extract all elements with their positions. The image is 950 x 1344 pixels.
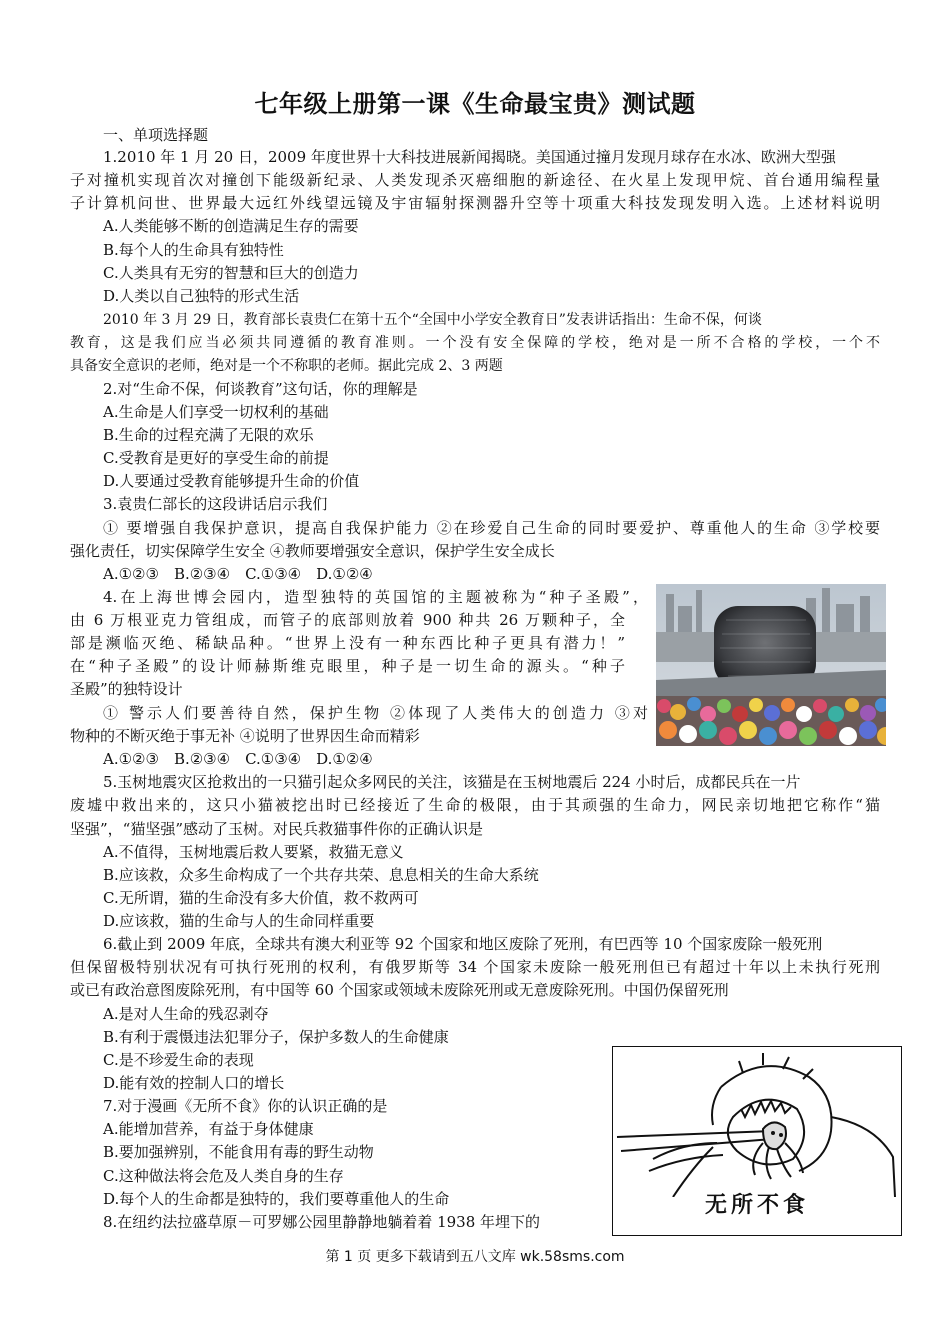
page-title: 七年级上册第一课《生命最宝贵》测试题 <box>254 89 696 118</box>
q3-stem: 3.袁贵仁部长的这段讲话启示我们 <box>103 495 328 513</box>
q7-option-d: D.每个人的生命都是独特的，我们要尊重他人的生命 <box>103 1190 450 1208</box>
q7-option-c: C.这种做法将会危及人类自身的生存 <box>103 1167 344 1185</box>
q1-option-d: D.人类以自己独特的形式生活 <box>103 287 300 305</box>
q1-option-a: A.人类能够不断的创造满足生存的需要 <box>103 217 359 235</box>
q1-option-c: C.人类具有无穷的智慧和巨大的创造力 <box>103 264 359 282</box>
q5-option-a: A.不值得，玉树地震后救人要紧，救猫无意义 <box>103 843 404 861</box>
q2-stem: 2.对“生命不保，何谈教育”这句话，你的理解是 <box>103 380 418 398</box>
q6-option-b: B.有利于震慑违法犯罪分子，保护多数人的生命健康 <box>103 1028 449 1046</box>
q4-body-line: ① 警示人们要善待自然，保护生物 ②体现了人类伟大的创造力 ③对 <box>103 704 648 722</box>
q4-stem-line: 由 6 万根亚克力管组成，而管子的底部则放着 900 种共 26 万颗种子，全 <box>70 611 625 629</box>
cartoon-caption: 无所不食 <box>704 1193 809 1218</box>
q4-options: A.①②③ B.②③④ C.①③④ D.①②④ <box>103 750 373 768</box>
q5-option-b: B.应该救，众多生命构成了一个共存共荣、息息相关的生命大系统 <box>103 866 539 884</box>
q6-stem-line: 但保留极特别状况有可执行死刑的权利，有俄罗斯等 34 个国家未废除一般死刑但已有超过十年以上未执行死刑 <box>70 958 880 976</box>
q4-body-line: 物种的不断灭绝于事无补 ④说明了世界因生命而精彩 <box>70 727 420 745</box>
passage-line: 教育，这是我们应当必须共同遵循的教育准则。一个没有安全保障的学校，绝对是一所不合格的学校，一个不 <box>70 335 880 351</box>
q3-body-line: ① 要增强自我保护意识，提高自我保护能力 ②在珍爱自己生命的同时要爱护、尊重他人的生命 ③学校要 <box>103 519 880 537</box>
q7-option-a: A.能增加营养，有益于身体健康 <box>103 1120 314 1138</box>
q7-stem: 7.对于漫画《无所不食》你的认识正确的是 <box>103 1097 388 1115</box>
q8-stem: 8.在纽约法拉盛草原－可罗娜公园里静静地躺着着 1938 年埋下的 <box>103 1213 541 1231</box>
q4-stem-line: 圣殿”的独特设计 <box>70 680 183 698</box>
q5-stem-line: 5.玉树地震灾区抢救出的一只猫引起众多网民的关注，该猫是在玉树地震后 224 小时后，成都民兵在一片 <box>103 773 801 791</box>
q3-options: A.①②③ B.②③④ C.①③④ D.①②④ <box>103 565 373 583</box>
q4-stem-line: 部是濒临灭绝、稀缺品种。“世界上没有一种东西比种子更具有潜力！” <box>70 634 625 652</box>
q6-option-d: D.能有效的控制人口的增长 <box>103 1074 285 1092</box>
q6-option-a: A.是对人生命的残忍剥夺 <box>103 1005 269 1023</box>
q5-stem-line: 坚强”，“猫坚强”感动了玉树。对民兵救猫事件你的正确认识是 <box>70 820 484 838</box>
q1-stem-line: 1.2010 年 1 月 20 日，2009 年度世界十大科技进展新闻揭晓。美国通过撞月发现月球存在水冰、欧洲大型强 <box>103 148 836 166</box>
passage-line: 具备安全意识的老师，绝对是一个不称职的老师。据此完成 2、3 两题 <box>70 358 503 374</box>
q5-stem-line: 废墟中救出来的，这只小猫被挖出时已经接近了生命的极限，由于其顽强的生命力，网民亲切地把它称作“猫 <box>70 796 880 814</box>
q3-body-line: 强化责任，切实保障学生安全 ④教师要增强安全意识，保护学生安全成长 <box>70 542 555 560</box>
section-heading: 一、单项选择题 <box>103 126 209 144</box>
q6-stem-line: 或已有政治意图废除死刑，有中国等 60 个国家或领域未废除死刑或无意废除死刑。中国仍保留死刑 <box>70 981 729 999</box>
q4-stem-line: 4.在上海世博会园内，造型独特的英国馆的主题被称为“种子圣殿”， <box>103 588 648 606</box>
q7-option-b: B.要加强辨别，不能食用有毒的野生动物 <box>103 1143 374 1161</box>
q2-option-a: A.生命是人们享受一切权利的基础 <box>103 403 329 421</box>
q2-option-c: C.受教育是更好的享受生命的前提 <box>103 449 329 467</box>
q6-stem-line: 6.截止到 2009 年底，全球共有澳大利亚等 92 个国家和地区废除了死刑，有巴西等 10 个国家废除一般死刑 <box>103 935 823 953</box>
q2-option-b: B.生命的过程充满了无限的欢乐 <box>103 426 314 444</box>
cartoon-eat-everything <box>612 1046 902 1236</box>
page-footer: 第 1 页 更多下载请到五八文库 wk.58sms.com <box>325 1249 625 1265</box>
passage-line: 2010 年 3 月 29 日，教育部长袁贵仁在第十五个“全国中小学安全教育日”发表讲话指出：生命不保，何谈 <box>103 312 762 328</box>
q1-option-b: B.每个人的生命具有独特性 <box>103 241 284 259</box>
seed-cathedral-photo <box>656 584 886 746</box>
q1-stem-line: 子计算机问世、世界最大远红外线望远镜及宇宙辐射探测器升空等十项重大科技发现发明入选。上述材料说明 <box>70 194 880 212</box>
q5-option-d: D.应该救，猫的生命与人的生命同样重要 <box>103 912 375 930</box>
q1-stem-line: 子对撞机实现首次对撞创下能级新纪录、人类发现杀灭癌细胞的新途径、在火星上发现甲烷、首台通用编程量 <box>70 171 880 189</box>
q5-option-c: C.无所谓，猫的生命没有多大价值，救不救两可 <box>103 889 419 907</box>
q2-option-d: D.人要通过受教育能够提升生命的价值 <box>103 472 360 490</box>
q4-stem-line: 在“种子圣殿”的设计师赫斯维克眼里，种子是一切生命的源头。“种子 <box>70 657 625 675</box>
q6-option-c: C.是不珍爱生命的表现 <box>103 1051 254 1069</box>
